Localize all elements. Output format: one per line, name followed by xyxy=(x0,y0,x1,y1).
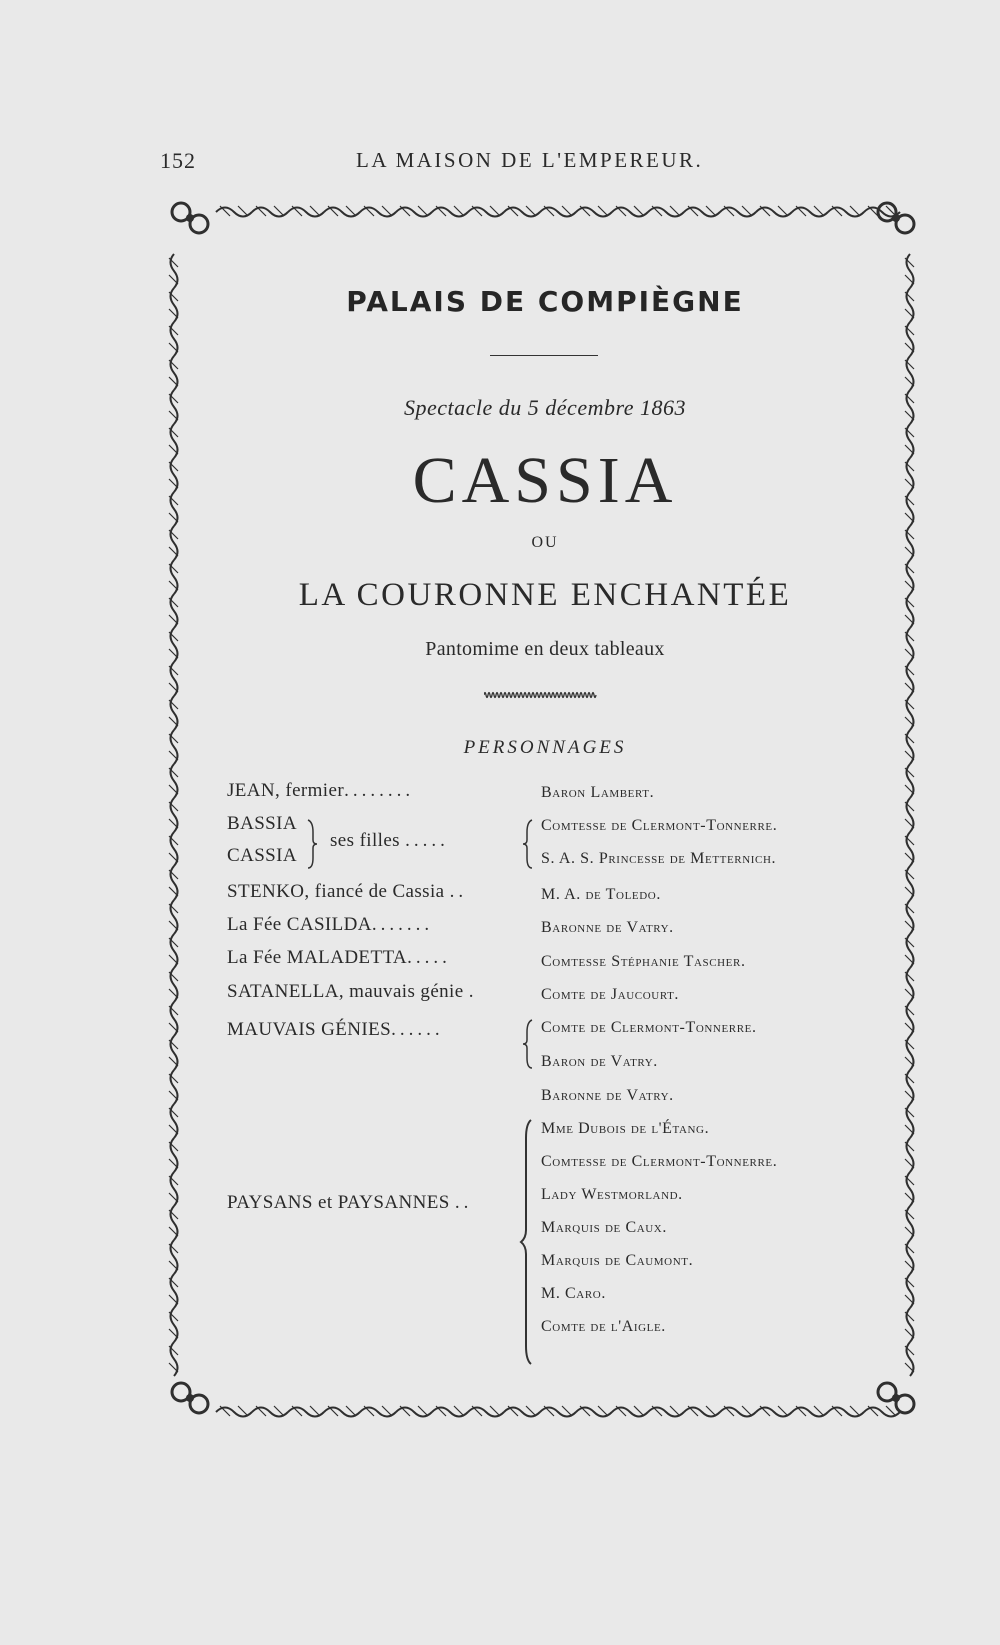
performance-date: Spectacle du 5 décembre 1863 xyxy=(404,395,686,420)
play-genre: Pantomime en deux tableaux xyxy=(425,638,665,660)
role-jean: JEAN, fermier........ xyxy=(227,780,415,801)
role-paysans: PAYSANS et PAYSANNES .. xyxy=(227,1192,473,1213)
actor-paysan-5: Marquis de Caux. xyxy=(541,1219,667,1236)
title-divider xyxy=(490,355,598,356)
cast-heading: PERSONNAGES xyxy=(463,737,627,758)
actor-paysan-3: Comtesse de Clermont-Tonnerre. xyxy=(541,1153,778,1170)
actor-maladetta: Comtesse Stéphanie Tascher. xyxy=(541,953,746,970)
title-conjunction: OU xyxy=(531,534,559,551)
running-title: LA MAISON DE L'EMPEREUR. xyxy=(356,148,704,172)
actor-paysan-7: M. Caro. xyxy=(541,1285,606,1302)
actor-satanella: Comte de Jaucourt. xyxy=(541,986,680,1003)
actor-paysan-4: Lady Westmorland. xyxy=(541,1186,683,1203)
actor-paysan-2: Mme Dubois de l'Étang. xyxy=(541,1120,710,1137)
page-number: 152 xyxy=(160,148,196,173)
actor-stenko: M. A. de Toledo. xyxy=(541,886,661,903)
role-maladetta: La Fée MALADETTA..... xyxy=(227,947,451,968)
play-title: CASSIA xyxy=(412,444,678,517)
role-mauvais-genies: MAUVAIS GÉNIES...... xyxy=(227,1019,444,1040)
actor-paysan-8: Comte de l'Aigle. xyxy=(541,1318,666,1335)
wavy-divider xyxy=(484,688,600,702)
actor-paysan-6: Marquis de Caumont. xyxy=(541,1252,694,1269)
actors-brace-daughters xyxy=(521,818,535,870)
actor-genie-2: Baron de Vatry. xyxy=(541,1053,658,1070)
actors-brace-paysans xyxy=(518,1118,534,1366)
role-stenko: STENKO, fiancé de Cassia .. xyxy=(227,881,468,902)
role-bassia: BASSIA xyxy=(227,813,297,834)
venue-title: PALAIS DE COMPIÈGNE xyxy=(346,285,744,318)
actor-genie-1: Comte de Clermont-Tonnerre. xyxy=(541,1019,757,1036)
daughters-note: ses filles ..... xyxy=(330,830,449,851)
play-subtitle: LA COURONNE ENCHANTÉE xyxy=(298,577,792,613)
running-head xyxy=(160,148,735,178)
actor-cassia: S. A. S. Princesse de Metternich. xyxy=(541,850,777,867)
role-satanella: SATANELLA, mauvais génie . xyxy=(227,981,478,1002)
role-casilda: La Fée CASILDA....... xyxy=(227,914,434,935)
actor-jean: Baron Lambert. xyxy=(541,784,655,801)
actor-paysan-1: Baronne de Vatry. xyxy=(541,1087,674,1104)
actors-brace-genies xyxy=(521,1018,535,1070)
role-cassia: CASSIA xyxy=(227,845,297,866)
actor-bassia: Comtesse de Clermont-Tonnerre. xyxy=(541,817,778,834)
daughters-brace xyxy=(305,818,319,870)
actor-casilda: Baronne de Vatry. xyxy=(541,919,674,936)
